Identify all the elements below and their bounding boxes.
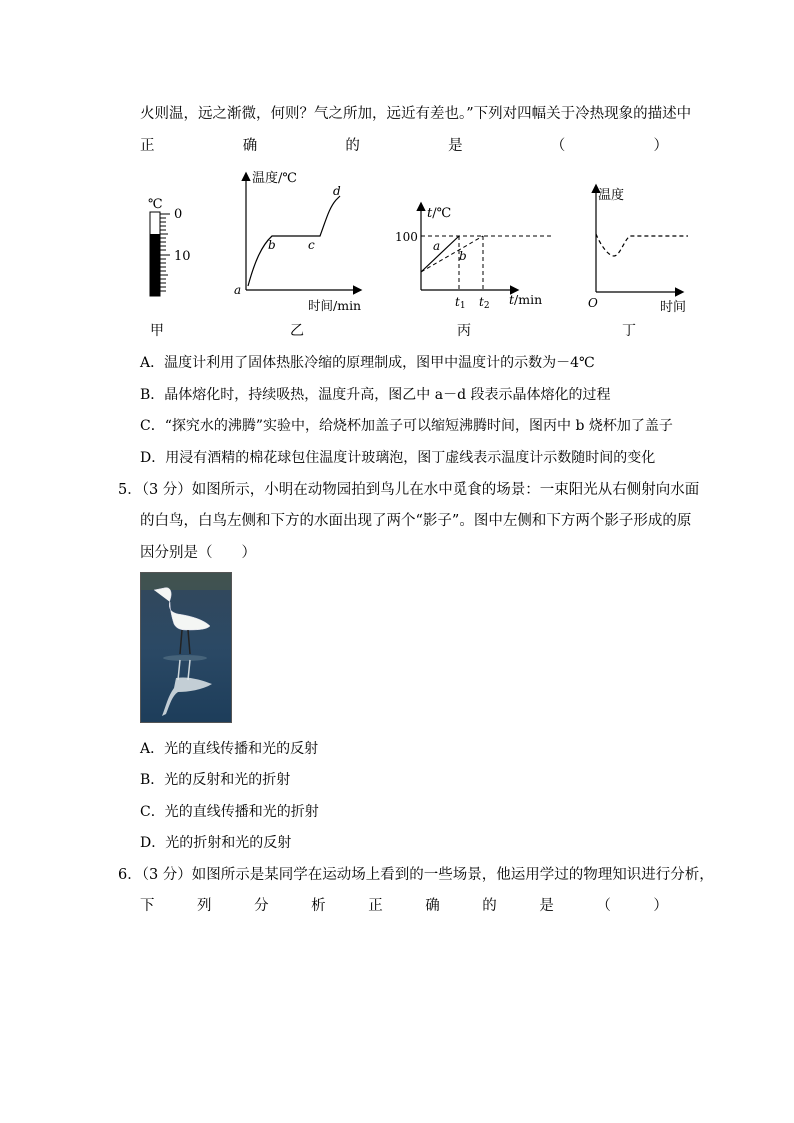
q6-stem-char: （ <box>596 898 611 914</box>
q5-stem-line-3: 因分别是（ ） <box>140 545 256 561</box>
yi-point-a: a <box>234 283 242 297</box>
yi-point-c: c <box>308 238 315 252</box>
q4-option-a[interactable]: A．温度计利用了固体热胀冷缩的原理制成，图甲中温度计的示数为－4℃ <box>140 355 595 371</box>
figure-ding-graph <box>582 180 694 315</box>
ding-ylabel: 温度 <box>598 188 625 203</box>
q5-option-b[interactable]: B．光的反射和光的折射 <box>140 772 291 788</box>
q4-option-b[interactable]: B．晶体熔化时，持续吸热，温度升高，图乙中 a－d 段表示晶体熔化的过程 <box>140 387 611 403</box>
caption-yi: 乙 <box>290 323 304 339</box>
bing-xlabel: t/min <box>509 292 543 307</box>
q4-stem-char: 的 <box>345 138 360 154</box>
yi-point-d: d <box>333 184 341 198</box>
thermometer-tick-0: 0 <box>174 207 183 222</box>
line-b <box>421 236 483 272</box>
melting-curve <box>248 196 340 286</box>
q5-stem-line-2: 的白鸟，白鸟左侧和下方的水面出现了两个“影子”。图中左侧和下方两个影子形成的原 <box>140 513 692 529</box>
caption-jia: 甲 <box>150 323 164 339</box>
q4-stem-char: 是 <box>448 138 463 154</box>
mercury-column <box>150 234 160 296</box>
q4-option-c[interactable]: C．“探究水的沸腾”实验中，给烧杯加盖子可以缩短沸腾时间，图丙中 b 烧杯加了盖子 <box>140 418 673 434</box>
ding-xlabel: 时间 <box>660 300 687 315</box>
q4-stem-char: ） <box>653 138 668 154</box>
q5-option-d[interactable]: D．光的折射和光的反射 <box>140 835 292 851</box>
caption-bing: 丙 <box>457 323 471 339</box>
q6-stem-char: 的 <box>482 898 497 914</box>
bing-label-a: a <box>433 239 441 253</box>
figure-jia-thermometer <box>140 192 200 302</box>
thermometer-tick-10: 10 <box>174 249 191 264</box>
q5-stem-line-1: 5．（3 分）如图所示，小明在动物园拍到鸟儿在水中觅食的场景：一束阳光从右侧射向水面 <box>118 482 700 498</box>
egret-photo <box>140 572 232 723</box>
q6-stem-line-2 <box>140 894 668 915</box>
q6-stem-line-1: 6．（3 分）如图所示是某同学在运动场上看到的一些场景，他运用学过的物理知识进行分析， <box>118 867 714 883</box>
q6-stem-char: 下 <box>140 898 155 914</box>
q6-stem-char: ） <box>653 898 668 914</box>
q6-stem-char: 是 <box>539 898 554 914</box>
yi-ylabel: 温度/℃ <box>252 171 297 186</box>
thermometer-unit: ℃ <box>148 197 163 212</box>
q6-stem-char: 确 <box>425 898 440 914</box>
q4-stem-char: 正 <box>140 138 155 154</box>
ding-dashed-curve <box>596 234 688 256</box>
q6-stem-char: 分 <box>254 898 269 914</box>
bing-t1: t1 <box>455 295 466 311</box>
figure-yi-melting-graph <box>228 168 368 313</box>
yi-point-b: b <box>268 238 276 252</box>
bing-label-b: b <box>459 249 467 263</box>
q6-stem-char: 正 <box>368 898 383 914</box>
q4-stem-line <box>140 134 668 155</box>
q5-option-c[interactable]: C．光的直线传播和光的折射 <box>140 804 319 820</box>
q4-intro-line: 火则温，远之渐微，何则？气之所加，远近有差也。”下列对四幅关于冷热现象的描述中 <box>140 106 692 122</box>
q5-option-a[interactable]: A．光的直线传播和光的反射 <box>140 741 319 757</box>
yi-xlabel: 时间/min <box>308 298 362 313</box>
caption-ding: 丁 <box>622 323 636 339</box>
q4-option-d[interactable]: D．用浸有酒精的棉花球包住温度计玻璃泡，图丁虚线表示温度计示数随时间的变化 <box>140 450 656 466</box>
q6-stem-char: 列 <box>197 898 212 914</box>
ding-origin: O <box>588 296 598 310</box>
q6-stem-char: 析 <box>311 898 326 914</box>
bing-tick-100: 100 <box>395 230 418 244</box>
figure-bing-boiling-graph <box>395 200 555 312</box>
q4-stem-char: （ <box>550 138 566 154</box>
q4-stem-char: 确 <box>242 138 258 154</box>
bing-ylabel: t/℃ <box>427 206 452 221</box>
bing-t2: t2 <box>479 295 490 311</box>
